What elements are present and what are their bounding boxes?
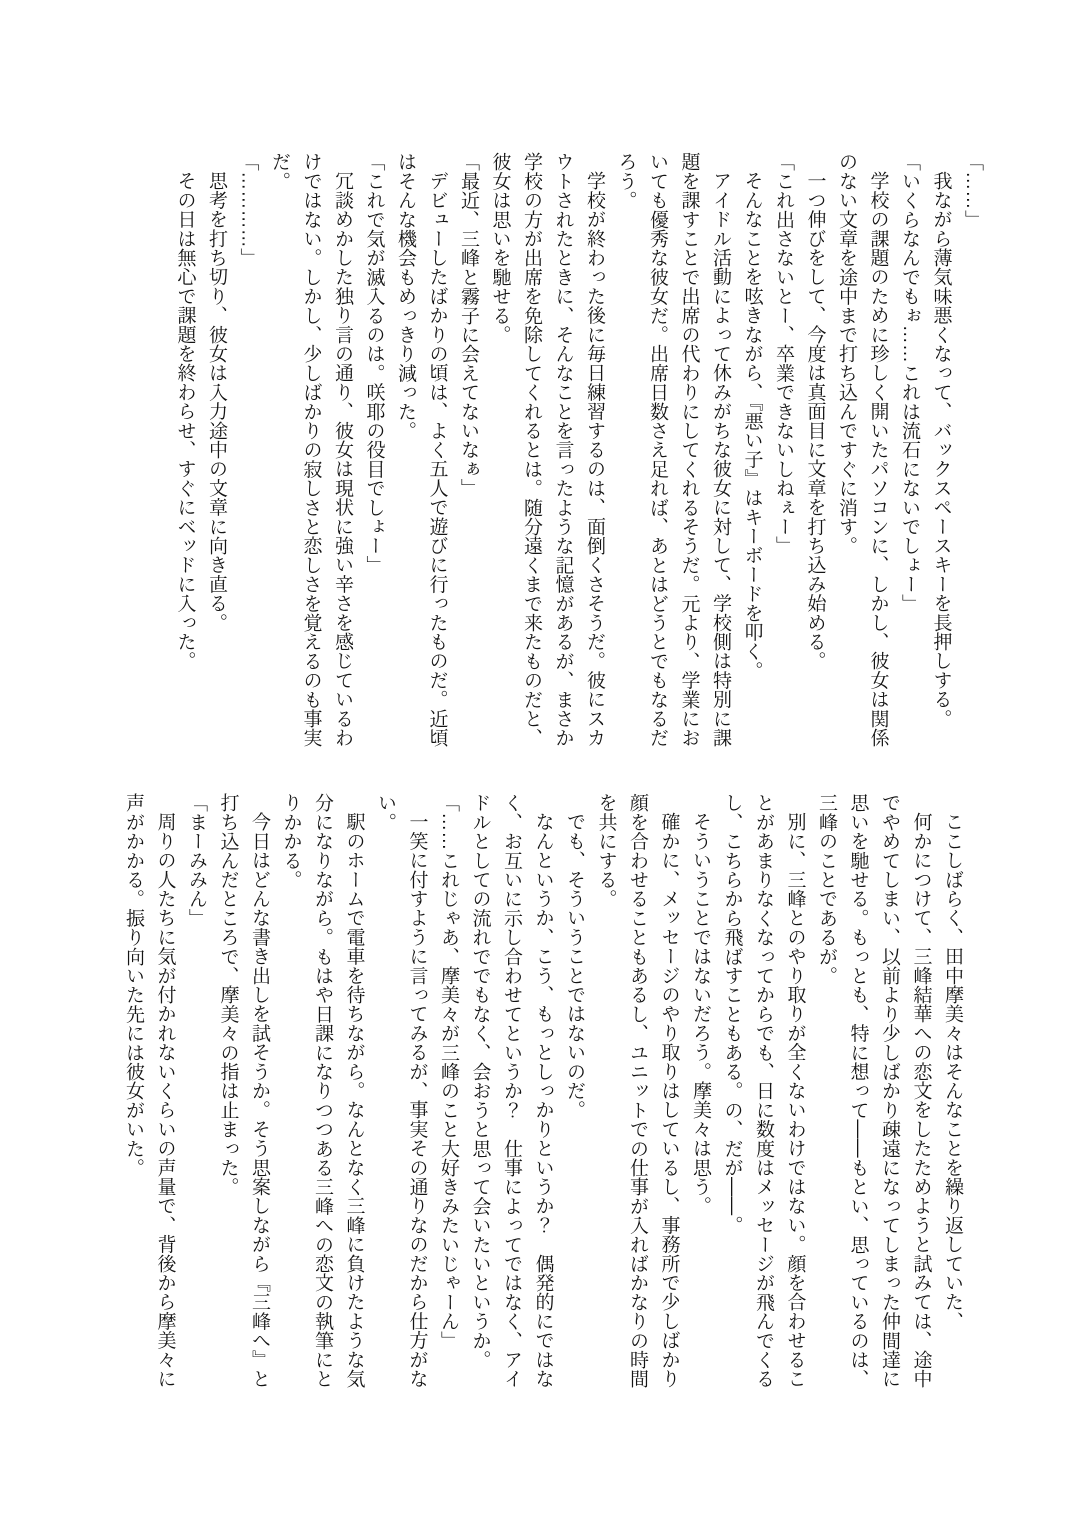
paragraph: でも、そういうことではないのだ。	[564, 812, 585, 1120]
paragraph: 一つ伸びをして、今度は真面目に文章を打ち込み始める。	[804, 171, 826, 671]
paragraph: アイドル活動によって休みがちな彼女に対して、学校側は特別に課題を課すことで出席の代わりにしてくれるそうだ。元より、学業においても優秀な彼女だ。出席日数さえ足れば、あとはどうとでもなるだろう。	[615, 152, 731, 748]
paragraph: 「いくらなんでもぉ……これは流石にないでしょー」	[899, 152, 920, 613]
paragraph: 学校の課題のために珍しく開いたパソコンに、しかし、彼女は関係のない文章を途中まで打ち込んですぐに消す。	[836, 152, 889, 747]
paragraph: 確かに、メッセージのやり取りはしているし、事務所で少しばかり顔を合わせることもあるし、ユニットでの仕事が入ればかなりの時間を共にする。	[595, 793, 680, 1389]
paragraph: なんというか、こう、もっとしっかりというか？ 偶発的にではなく、お互いに示し合わせてというか？ 仕事によってではなく、アイドルとしての流れででもなく、会おうと思って会いたいというか。	[469, 793, 554, 1389]
paragraph: ここしばらく、田中摩美々はそんなことを繰り返していた、	[942, 812, 963, 1331]
paragraph: その日は無心で課題を終わらせ、すぐにベッドに入った。	[174, 171, 196, 671]
passage-bottom	[118, 793, 969, 1398]
paragraph: 「最近、三峰と霧子に会えてないなぁ」	[458, 152, 479, 498]
paragraph: 別に、三峰とのやり取りが全くないわけではない。顔を合わせることがあまりなくなってからでも、日に数度はメッセージが飛んでくるし、こちらから飛ばすこともある。の、だが――。	[721, 793, 806, 1389]
paragraph: そういうことではないだろう。摩美々は思う。	[690, 812, 711, 1216]
paragraph: 何かにつけて、三峰結華への恋文をしたためようと試みては、途中でやめてしまい、以前より少しばかり疎遠になってしまった仲間達に思いを馳せる。もっとも、特に想って――もとい、思っているのは、三峰のことであるが。	[816, 793, 932, 1389]
paragraph: そんなことを呟きながら、『悪い子』はキーボードを叩く。	[741, 171, 763, 680]
paragraph: 「……これじゃあ、摩美々が三峰のこと大好きみたいじゃーん」	[438, 793, 459, 1350]
paragraph: 「これ出さないとー、卒業できないしねぇー」	[773, 152, 794, 556]
paragraph: 駅のホームで電車を待ちながら。なんとなく三峰に負けたような気分になりながら。もはや日課になりつつある三峰への恋文の執筆にとりかかる。	[280, 793, 365, 1389]
paragraph: 「…………」	[237, 152, 259, 268]
paragraph: 一笑に付すように言ってみるが、事実その通りなのだから仕方がない。	[375, 793, 428, 1388]
paragraph: 「まーみみん」	[186, 793, 207, 928]
paragraph: 冗談めかした独り言の通り、彼女は現状に強い辛さを感じているわけではない。しかし、少しばかりの寂しさと恋しさを覚えるのも事実だ。	[269, 152, 353, 748]
paragraph: 学校が終わった後に毎日練習するのは、面倒くさそうだ。彼にスカウトされたときに、そんなことを言ったような記憶があるが、まさか学校の方が出席を免除してくれるとは。随分遠くまで来たものだと、彼女は思いを馳せる。	[489, 152, 605, 748]
paragraph: 今日はどんな書き出しを試そうか。そう思案しながら『三峰へ』と打ち込んだところで、摩美々の指は止まった。	[217, 793, 270, 1388]
paragraph: 思考を打ち切り、彼女は入力途中の文章に向き直る。	[206, 171, 227, 632]
paragraph: 我ながら薄気味悪くなって、バックスペースキーを長押しする。	[930, 171, 952, 728]
passage-top	[169, 152, 988, 757]
paragraph: 「これで気が滅入るのは。咲耶の役目でしょー」	[363, 152, 385, 575]
paragraph: デビューしたばかりの頃は、よく五人で遊びに行ったものだ。近頃はそんな機会もめっきり減った。	[395, 152, 448, 747]
paragraph: 周りの人たちに気が付かれないくらいの声量で、背後から摩美々に声がかかる。振り向いた先には彼女がいた。	[123, 793, 176, 1388]
paragraph: 「……」	[962, 152, 983, 229]
